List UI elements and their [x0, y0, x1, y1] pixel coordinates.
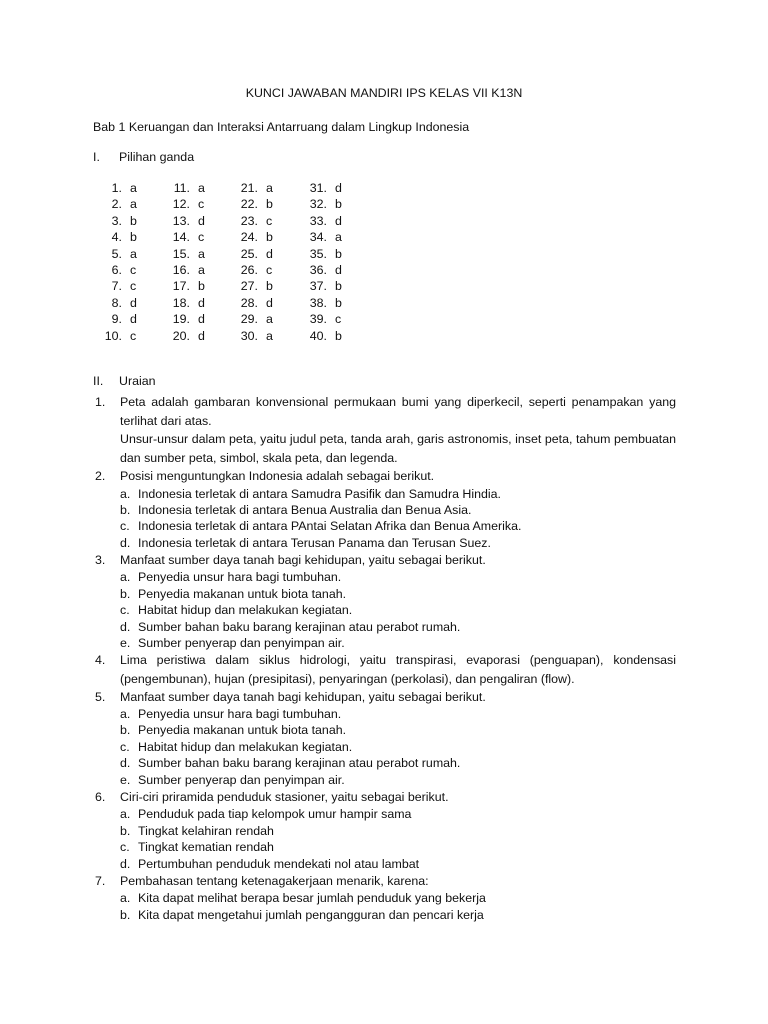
answer-number: 40. [309, 328, 327, 343]
subitem-letter: b. [120, 502, 131, 517]
answer-paragraph: Unsur-unsur dalam peta, yaitu judul peta, tanda arah, garis astronomis, inset peta, tahum pembuatan dan sumber peta, simbol, skala peta, dan legenda. [120, 432, 676, 465]
answer-letter: b [130, 213, 137, 228]
answer-row [96, 246, 166, 262]
answer-subitem [120, 706, 676, 722]
answer-number: 15. [172, 246, 190, 261]
answer-letter: b [335, 328, 342, 343]
answer-row [301, 278, 371, 294]
chapter-heading: Bab 1 Keruangan dan Interaksi Antarruang dalam Lingkup Indonesia [93, 120, 470, 134]
answer-paragraph: Manfaat sumber daya tanah bagi kehidupan, yaitu sebagai berikut. [120, 689, 486, 704]
answer-row [96, 295, 166, 311]
answer-row [232, 262, 302, 278]
answer-letter: a [335, 230, 342, 245]
answer-letter: b [335, 197, 342, 212]
answer-number: 4. [111, 230, 122, 245]
answer-letter: b [198, 279, 205, 294]
answer-number: 25. [240, 246, 258, 261]
answer-row [232, 180, 302, 196]
question-number: 2. [95, 469, 106, 484]
answer-number: 18. [172, 295, 190, 310]
answer-row [96, 278, 166, 294]
answer-number: 1. [111, 181, 122, 195]
answer-letter: d [198, 328, 205, 343]
subitem-letter: d. [120, 619, 131, 634]
answer-number: 6. [111, 262, 122, 277]
page-title: KUNCI JAWABAN MANDIRI IPS KELAS VII K13N [245, 86, 523, 100]
answer-paragraph: Manfaat sumber daya tanah bagi kehidupan, yaitu sebagai berikut. [120, 553, 486, 568]
answer-letter: d [198, 213, 205, 228]
subitem-text: Indonesia terletak di antara Terusan Panama dan Terusan Suez. [138, 535, 491, 550]
answer-number: 23. [240, 213, 258, 228]
answer-letter: c [335, 312, 342, 327]
answer-number: 36. [309, 262, 327, 277]
answer-number: 7. [111, 279, 122, 294]
answer-key-grid [96, 180, 366, 350]
subitem-text: Sumber penyerap dan penyimpan air. [138, 636, 345, 651]
answer-number: 33. [309, 213, 327, 228]
answer-row [164, 328, 234, 344]
answer-letter: a [198, 246, 205, 261]
answer-subitem [120, 486, 676, 502]
answer-row [301, 229, 371, 245]
answer-subitem [120, 839, 676, 855]
subitem-text: Habitat hidup dan melakukan kegiatan. [138, 739, 353, 754]
answer-letter: c [198, 197, 205, 212]
answer-row [96, 262, 166, 278]
subitem-letter: a. [120, 570, 131, 585]
answer-letter: a [130, 197, 137, 212]
answer-paragraph: Peta adalah gambaran konvensional permukaan bumi yang diperkecil, seperti penampakan yang terlihat dari atas. [120, 395, 676, 428]
answer-letter: b [266, 197, 273, 212]
answer-column [96, 180, 166, 344]
answer-letter: b [130, 230, 137, 245]
answer-row [232, 196, 302, 212]
question-number: 7. [95, 873, 106, 888]
subitem-letter: c. [120, 603, 130, 618]
answer-row [164, 196, 234, 212]
answer-number: 32. [309, 197, 327, 212]
question-number: 6. [95, 790, 106, 805]
answer-letter: c [130, 279, 137, 294]
subitem-letter: d. [120, 535, 131, 550]
answer-row [301, 295, 371, 311]
answer-row [301, 246, 371, 262]
subitem-letter: a. [120, 807, 131, 822]
answer-row [96, 311, 166, 327]
answer-paragraph: Ciri-ciri priramida penduduk stasioner, yaitu sebagai berikut. [120, 790, 449, 805]
subitem-text: Kita dapat mengetahui jumlah pengangguran dan pencari kerja [138, 907, 484, 922]
subitem-text: Sumber bahan baku barang kerajinan atau perabot rumah. [138, 756, 461, 771]
answer-number: 16. [172, 262, 190, 277]
answer-letter: b [266, 230, 273, 245]
answer-column [164, 180, 234, 344]
answer-row [164, 311, 234, 327]
answer-row [164, 295, 234, 311]
answer-subitem [120, 586, 676, 602]
answer-row [164, 278, 234, 294]
subitem-letter: d. [120, 756, 131, 771]
essay-question [93, 393, 676, 467]
answer-letter: d [198, 295, 205, 310]
answer-number: 22. [240, 197, 258, 212]
subitem-text: Tingkat kelahiran rendah [138, 823, 274, 838]
answer-sublist [120, 706, 676, 788]
subitem-text: Indonesia terletak di antara Benua Australia dan Benua Asia. [138, 502, 472, 517]
question-number: 1. [95, 395, 106, 409]
answer-row [164, 229, 234, 245]
answer-row [232, 213, 302, 229]
answer-subitem [120, 856, 676, 872]
answer-row [164, 180, 234, 196]
answer-number: 27. [240, 279, 258, 294]
answer-column [301, 180, 371, 344]
subitem-text: Penyedia unsur hara bagi tumbuhan. [138, 570, 342, 585]
answer-row [164, 213, 234, 229]
subitem-letter: b. [120, 723, 131, 738]
subitem-letter: e. [120, 636, 131, 651]
subitem-text: Tingkat kematian rendah [138, 840, 274, 855]
essay-question [93, 788, 676, 872]
answer-number: 31. [309, 181, 327, 195]
essay-question [93, 651, 676, 687]
subitem-letter: b. [120, 823, 131, 838]
answer-number: 11. [173, 181, 190, 195]
answer-number: 38. [309, 295, 327, 310]
answer-number: 5. [111, 246, 122, 261]
subitem-letter: b. [120, 586, 131, 601]
answer-letter: b [266, 279, 273, 294]
answer-letter: b [335, 246, 342, 261]
section-number: II. [93, 374, 104, 388]
answer-number: 34. [309, 230, 327, 245]
answer-number: 2. [111, 197, 122, 212]
subitem-text: Pertumbuhan penduduk mendekati nol atau lambat [138, 856, 420, 871]
answer-row [96, 229, 166, 245]
answer-number: 13. [172, 213, 190, 228]
question-number: 4. [95, 653, 106, 668]
answer-letter: c [266, 262, 273, 277]
question-number: 5. [95, 689, 106, 704]
answer-letter: d [266, 246, 273, 261]
answer-letter: a [130, 246, 137, 261]
answer-letter: a [198, 181, 205, 195]
answer-number: 39. [309, 312, 327, 327]
subitem-letter: c. [120, 519, 130, 534]
answer-row [301, 213, 371, 229]
answer-paragraph: Pembahasan tentang ketenagakerjaan menarik, karena: [120, 873, 429, 888]
answer-letter: a [130, 181, 137, 195]
answer-column [232, 180, 302, 344]
answer-row [301, 262, 371, 278]
section-essay-heading [93, 374, 156, 388]
answer-number: 24. [240, 230, 258, 245]
answer-letter: d [266, 295, 273, 310]
answer-row [301, 196, 371, 212]
answer-subitem [120, 569, 676, 585]
answer-row [164, 262, 234, 278]
answer-letter: d [198, 312, 205, 327]
answer-letter: a [266, 328, 273, 343]
subitem-letter: b. [120, 907, 131, 922]
subitem-text: Indonesia terletak di antara PAntai Selatan Afrika dan Benua Amerika. [138, 519, 522, 534]
answer-paragraph: Lima peristiwa dalam siklus hidrologi, yaitu transpirasi, evaporasi (penguapan), kondensasi (pengembunan), hujan (presipitasi), penyaringan (perkolasi), dan pengaliran (flow). [120, 653, 676, 686]
answer-letter: a [266, 181, 273, 195]
answer-subitem [120, 502, 676, 518]
answer-row [96, 180, 166, 196]
answer-number: 35. [309, 246, 327, 261]
answer-subitem [120, 722, 676, 738]
answer-row [232, 328, 302, 344]
subitem-text: Penduduk pada tiap kelompok umur hampir sama [138, 807, 412, 822]
subitem-text: Indonesia terletak di antara Samudra Pasifik dan Samudra Hindia. [138, 486, 501, 501]
answer-number: 8. [111, 295, 122, 310]
subitem-text: Sumber penyerap dan penyimpan air. [138, 772, 345, 787]
answer-number: 3. [111, 213, 122, 228]
answer-letter: d [335, 213, 342, 228]
answer-letter: b [335, 295, 342, 310]
answer-subitem [120, 518, 676, 534]
answer-letter: c [266, 213, 273, 228]
answer-row [232, 295, 302, 311]
subitem-text: Kita dapat melihat berapa besar jumlah penduduk yang bekerja [138, 891, 486, 906]
answer-row [96, 196, 166, 212]
section-title: Uraian [119, 374, 156, 388]
subitem-text: Penyedia makanan untuk biota tanah. [138, 586, 347, 601]
answer-subitem [120, 635, 676, 651]
answer-number: 9. [111, 312, 122, 327]
answer-subitem [120, 907, 676, 923]
answer-number: 29. [240, 312, 258, 327]
answer-row [232, 278, 302, 294]
answer-letter: d [130, 295, 137, 310]
answer-row [232, 246, 302, 262]
essay-question [93, 551, 676, 651]
subitem-letter: c. [120, 739, 130, 754]
answer-letter: d [335, 262, 342, 277]
answer-paragraph: Posisi menguntungkan Indonesia adalah sebagai berikut. [120, 469, 435, 484]
subitem-letter: a. [120, 707, 131, 722]
subitem-text: Penyedia unsur hara bagi tumbuhan. [138, 707, 342, 722]
answer-row [232, 311, 302, 327]
answer-letter: c [130, 262, 137, 277]
answer-row [164, 246, 234, 262]
answer-letter: d [130, 312, 137, 327]
section-number: I. [93, 150, 100, 164]
answer-subitem [120, 755, 676, 771]
section-multiple-choice-heading [93, 150, 194, 164]
answer-subitem [120, 739, 676, 755]
subitem-letter: a. [120, 486, 131, 501]
answer-number: 28. [240, 295, 258, 310]
answer-row [96, 213, 166, 229]
answer-number: 10. [104, 328, 122, 343]
subitem-letter: e. [120, 772, 131, 787]
answer-letter: a [198, 262, 205, 277]
answer-number: 30. [240, 328, 258, 343]
answer-number: 26. [240, 262, 258, 277]
subitem-text: Sumber bahan baku barang kerajinan atau perabot rumah. [138, 619, 461, 634]
subitem-letter: a. [120, 891, 131, 906]
answer-number: 19. [172, 312, 190, 327]
answer-subitem [120, 823, 676, 839]
answer-row [96, 328, 166, 344]
answer-number: 21. [240, 181, 258, 195]
essay-answers [93, 393, 676, 923]
answer-letter: c [198, 230, 205, 245]
answer-subitem [120, 772, 676, 788]
subitem-text: Habitat hidup dan melakukan kegiatan. [138, 603, 353, 618]
answer-sublist [120, 486, 676, 552]
answer-subitem [120, 619, 676, 635]
section-title: Pilihan ganda [119, 150, 195, 164]
answer-letter: b [335, 279, 342, 294]
subitem-letter: d. [120, 856, 131, 871]
subitem-text: Penyedia makanan untuk biota tanah. [138, 723, 347, 738]
essay-question [93, 872, 676, 923]
subitem-letter: c. [120, 840, 130, 855]
answer-number: 17. [172, 279, 190, 294]
answer-subitem [120, 602, 676, 618]
essay-question [93, 688, 676, 788]
answer-subitem [120, 890, 676, 906]
answer-subitem [120, 535, 676, 551]
answer-number: 14. [172, 230, 190, 245]
essay-question [93, 467, 676, 551]
answer-number: 20. [172, 328, 190, 343]
answer-number: 37. [309, 279, 327, 294]
answer-number: 12. [172, 197, 190, 212]
answer-row [232, 229, 302, 245]
answer-letter: c [130, 328, 137, 343]
answer-row [301, 311, 371, 327]
answer-sublist [120, 806, 676, 872]
answer-subitem [120, 806, 676, 822]
answer-sublist [120, 890, 676, 923]
answer-letter: a [266, 312, 273, 327]
answer-row [301, 328, 371, 344]
answer-row [301, 180, 371, 196]
answer-sublist [120, 569, 676, 651]
answer-letter: d [335, 181, 342, 195]
question-number: 3. [95, 553, 106, 568]
